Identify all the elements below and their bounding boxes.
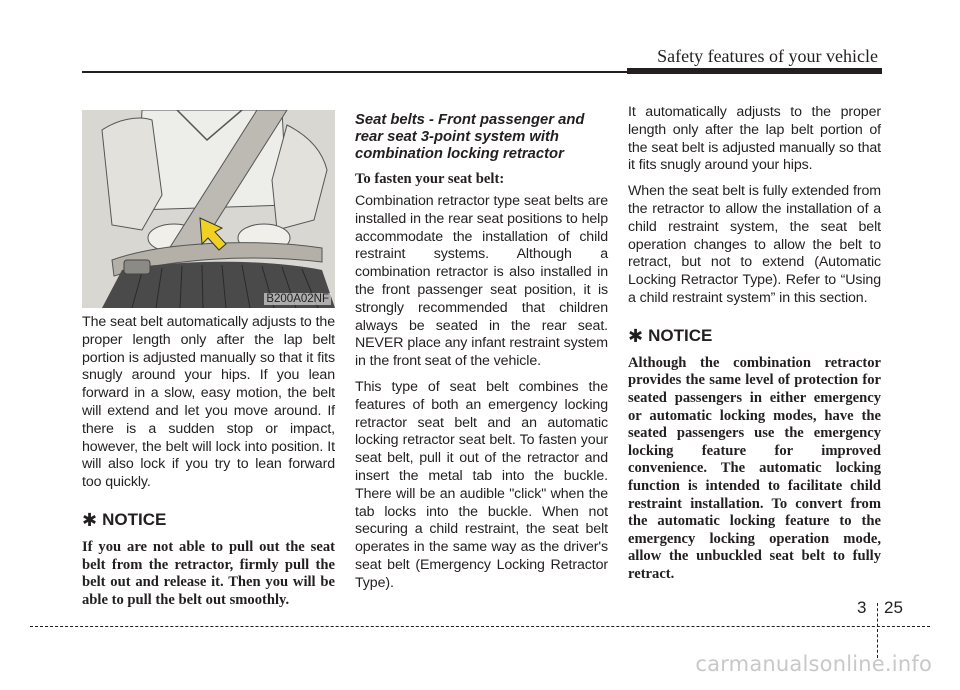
- notice-body: Although the combination retractor provides the same level of protection for seated passengers in either emergency or automatic locking modes, have the seated passengers use the emergency locking feature for improved convenience. The automatic locking function is intended to facilitate child restraint installation. To convert from the automatic locking feature to the emergency locking operation mode, allow the unbuckled seat belt to fully retract.: [628, 354, 881, 582]
- body-paragraph: Combination retractor type seat belts are installed in the rear seat positions to help accommodate the installation of child restraint systems. Although a combination retractor is also installed in the front passenger seat position, it is strongly recommended that children always be seated in the rear seat. NEVER place any infant restraint system in the front seat of the vehicle.: [355, 193, 608, 370]
- notice-heading-label: NOTICE: [102, 510, 167, 530]
- column-2: [355, 112, 608, 601]
- notice-body: If you are not able to pull out the seat belt from the retractor, firmly pull the belt out and release it. Then you will be able to pull the belt out smoothly.: [82, 538, 335, 608]
- seat-belt-drawing: [82, 110, 335, 308]
- body-paragraph: This type of seat belt combines the features of both an emergency locking retractor seat belt and an automatic locking retractor seat belt. To fasten your seat belt, pull it out of the retractor and insert the metal tab into the buckle. There will be an audible "click" when the tab locks into the buckle. When not securing a child restraint, the seat belt operates in the same way as the driver's seat belt (Emergency Locking Retractor Type).: [355, 378, 608, 591]
- header-rule-accent: [627, 68, 882, 74]
- section-subheading: Seat belts - Front passenger and rear seat 3-point system with combination locking retractor: [355, 112, 585, 162]
- notice-star-icon: ✱: [628, 325, 644, 346]
- figure-code: B200A02NF: [266, 293, 329, 305]
- notice-heading: [82, 510, 335, 531]
- chapter-number: 3: [857, 598, 867, 617]
- footer-divider: [877, 603, 878, 658]
- column-3: [628, 104, 881, 583]
- header-title: Safety features of your vehicle: [657, 46, 878, 66]
- fasten-label: To fasten your seat belt:: [355, 171, 505, 187]
- body-paragraph: The seat belt automatically adjusts to the proper length only after the lap belt portion is adjusted manually so that it fits snugly around your hips. If you lean forward in a slow, easy motion, the belt will extend and let you move around. If there is a sudden stop or impact, however, the belt will lock into position. It will also lock if you try to lean forward too quickly.: [82, 314, 335, 491]
- body-paragraph: It automatically adjusts to the proper length only after the lap belt portion of the seat belt is adjusted manually so that it fits snugly around your hips.: [628, 104, 881, 174]
- seat-belt-illustration: [82, 110, 335, 308]
- watermark[interactable]: carmanualsonline.info: [695, 652, 932, 676]
- notice-heading-label: NOTICE: [648, 326, 713, 346]
- notice-heading: [628, 326, 881, 347]
- footer-rule: [30, 626, 930, 627]
- column-1: [82, 110, 335, 609]
- page-number: 25: [884, 598, 903, 617]
- body-paragraph: When the seat belt is fully extended from the retractor to allow the installation of a child restraint system, the seat belt operation changes to allow the belt to retract, but not to extend (Automatic Locking Retractor Type). Refer to “Using a child restraint system” in this section.: [628, 183, 881, 306]
- notice-star-icon: ✱: [82, 509, 98, 530]
